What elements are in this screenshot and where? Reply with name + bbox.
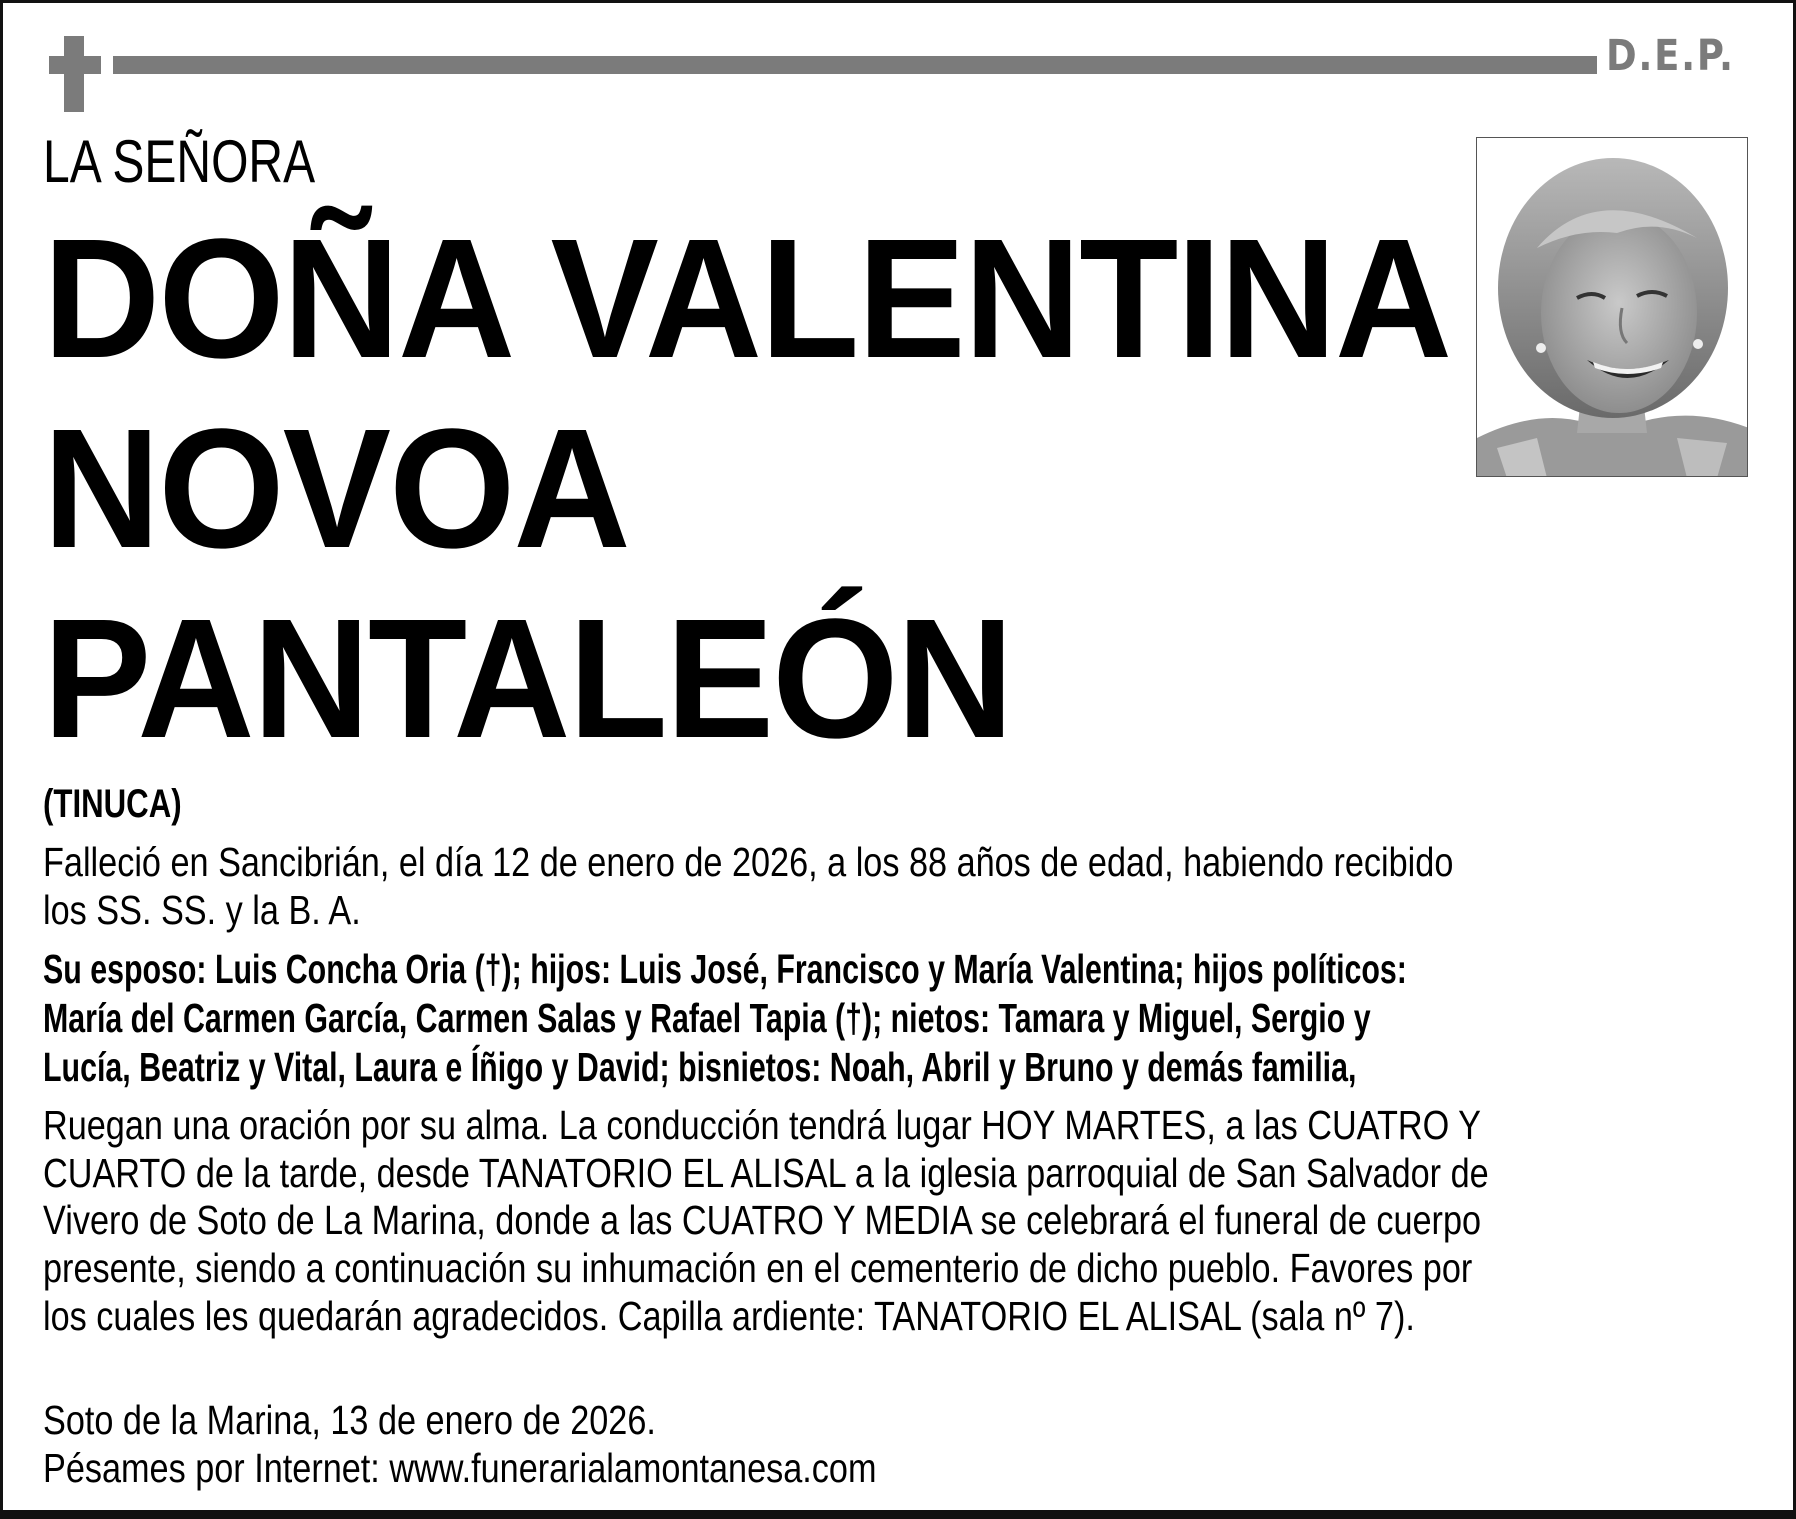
intro-label: LA SEÑORA bbox=[43, 128, 316, 195]
service-line: presente, siendo a continuación su inhumación en el cementerio de dicho pueblo. Favores por bbox=[43, 1245, 1473, 1291]
service-line: Ruegan una oración por su alma. La conducción tendrá lugar HOY MARTES, a las CUATRO Y bbox=[43, 1102, 1481, 1148]
deceased-name-line-1: DOÑA VALENTINA bbox=[43, 204, 1451, 394]
header-rule bbox=[113, 56, 1597, 74]
service-line: CUARTO de la tarde, desde TANATORIO EL ALISAL a la iglesia parroquial de San Salvador de bbox=[43, 1150, 1489, 1196]
deceased-name-line-2: NOVOA bbox=[43, 394, 629, 584]
deceased-name-line-3: PANTALEÓN bbox=[43, 584, 1012, 774]
family-line: Su esposo: Luis Concha Oria (†); hijos: Luis José, Francisco y María Valentina; hijos políticos: bbox=[43, 946, 1407, 992]
portrait-image bbox=[1477, 138, 1748, 477]
nickname: (TINUCA) bbox=[43, 782, 182, 826]
service-line: Vivero de Soto de La Marina, donde a las CUATRO Y MEDIA se celebrará el funeral de cuerpo bbox=[43, 1197, 1482, 1243]
dep-label: D.E.P. bbox=[1606, 31, 1735, 81]
death-notice-line: Falleció en Sancibrián, el día 12 de enero de 2026, a los 88 años de edad, habiendo recibido bbox=[43, 839, 1454, 885]
place-date: Soto de la Marina, 13 de enero de 2026. bbox=[43, 1397, 656, 1443]
death-notice-line: los SS. SS. y la B. A. bbox=[43, 887, 361, 933]
family-line: María del Carmen García, Carmen Salas y Rafael Tapia (†); nietos: Tamara y Miguel, Sergio y bbox=[43, 995, 1371, 1041]
condolences-link[interactable]: Pésames por Internet: www.funerarialamontanesa.com bbox=[43, 1445, 877, 1491]
portrait-photo bbox=[1476, 137, 1748, 477]
service-line: los cuales les quedarán agradecidos. Capilla ardiente: TANATORIO EL ALISAL (sala nº 7). bbox=[43, 1293, 1415, 1339]
family-line: Lucía, Beatriz y Vital, Laura e Íñigo y David; bisnietos: Noah, Abril y Bruno y demás familia, bbox=[43, 1044, 1357, 1090]
